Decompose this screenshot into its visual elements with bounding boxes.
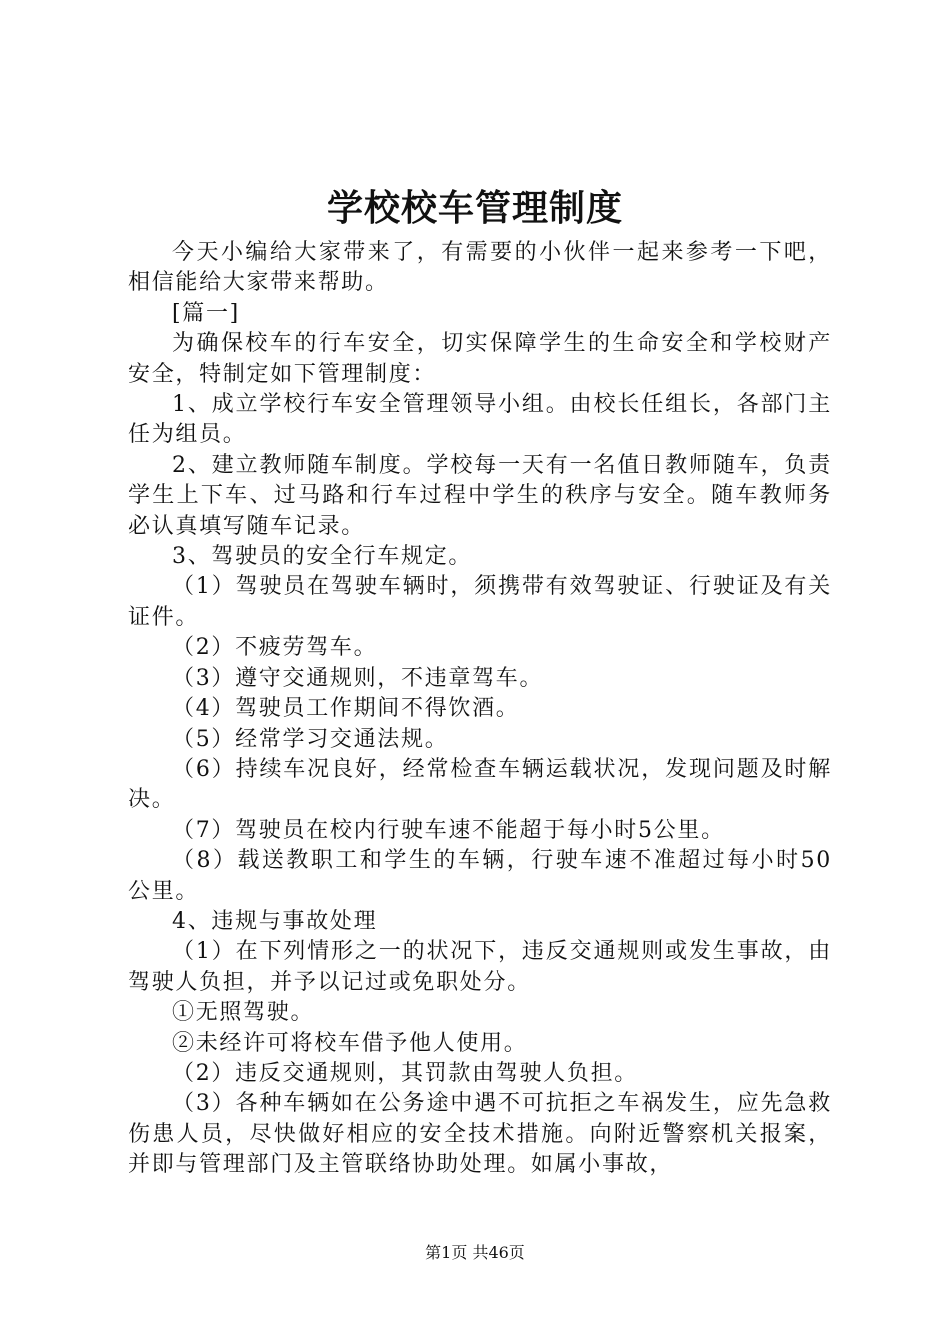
rule-paragraph: 1、成立学校行车安全管理领导小组。由校长任组长，各部门主任为组员。 bbox=[128, 392, 832, 448]
sub-rule-paragraph: （6）持续车况良好，经常检查车辆运载状况，发现问题及时解决。 bbox=[128, 756, 832, 813]
sub-rule-paragraph: （7）驾驶员在校内行驶车速不能超于每小时5公里。 bbox=[172, 817, 725, 843]
sub-rule-paragraph: （2）不疲劳驾车。 bbox=[172, 635, 378, 661]
sub-rule-paragraph: （4）驾驶员工作期间不得饮酒。 bbox=[172, 696, 520, 722]
document-title: 学校校车管理制度 bbox=[326, 187, 623, 229]
sub-rule-paragraph: （1）在下列情形之一的状况下，违反交通规则或发生事故，由驾驶人负担，并予以记过或免职处分。 bbox=[128, 939, 832, 995]
rule-paragraph: 3、驾驶员的安全行车规定。 bbox=[172, 544, 473, 570]
sub-rule-paragraph: （8）载送教职工和学生的车辆，行驶车速不准超过每小时50公里。 bbox=[128, 848, 832, 904]
intro-paragraph: 今天小编给大家带来了，有需要的小伙伴一起来参考一下吧，相信能给大家带来帮助。 bbox=[128, 240, 832, 296]
rule-paragraph: 4、违规与事故处理 bbox=[172, 908, 378, 934]
rule-paragraph: 2、建立教师随车制度。学校每一天有一名值日教师随车，负责学生上下车、过马路和行车过程中学生的秩序与安全。随车教师务必认真填写随车记录。 bbox=[128, 452, 832, 539]
list-item: ②未经许可将校车借予他人使用。 bbox=[172, 1030, 528, 1056]
sub-rule-paragraph: （2）违反交通规则，其罚款由驾驶人负担。 bbox=[172, 1060, 638, 1086]
sub-rule-paragraph: （1）驾驶员在驾驶车辆时，须携带有效驾驶证、行驶证及有关证件。 bbox=[128, 574, 832, 630]
purpose-paragraph: 为确保校车的行车安全，切实保障学生的生命安全和学校财产安全，特制定如下管理制度： bbox=[128, 331, 832, 387]
sub-rule-paragraph: （3）遵守交通规则，不违章驾车。 bbox=[172, 665, 544, 691]
section-heading: [篇一] bbox=[172, 300, 240, 326]
sub-rule-paragraph: （3）各种车辆如在公务途中遇不可抗拒之车祸发生，应先急救伤患人员，尽快做好相应的安全技术措施。向附近警察机关报案，并即与管理部门及主管联络协助处理。如属小事故， bbox=[128, 1091, 832, 1178]
sub-rule-paragraph: （5）经常学习交通法规。 bbox=[172, 726, 449, 752]
list-item: ①无照驾驶。 bbox=[172, 1000, 315, 1026]
document-body bbox=[128, 238, 832, 1181]
page-number-footer: 第1页 共46页 bbox=[425, 1243, 525, 1262]
